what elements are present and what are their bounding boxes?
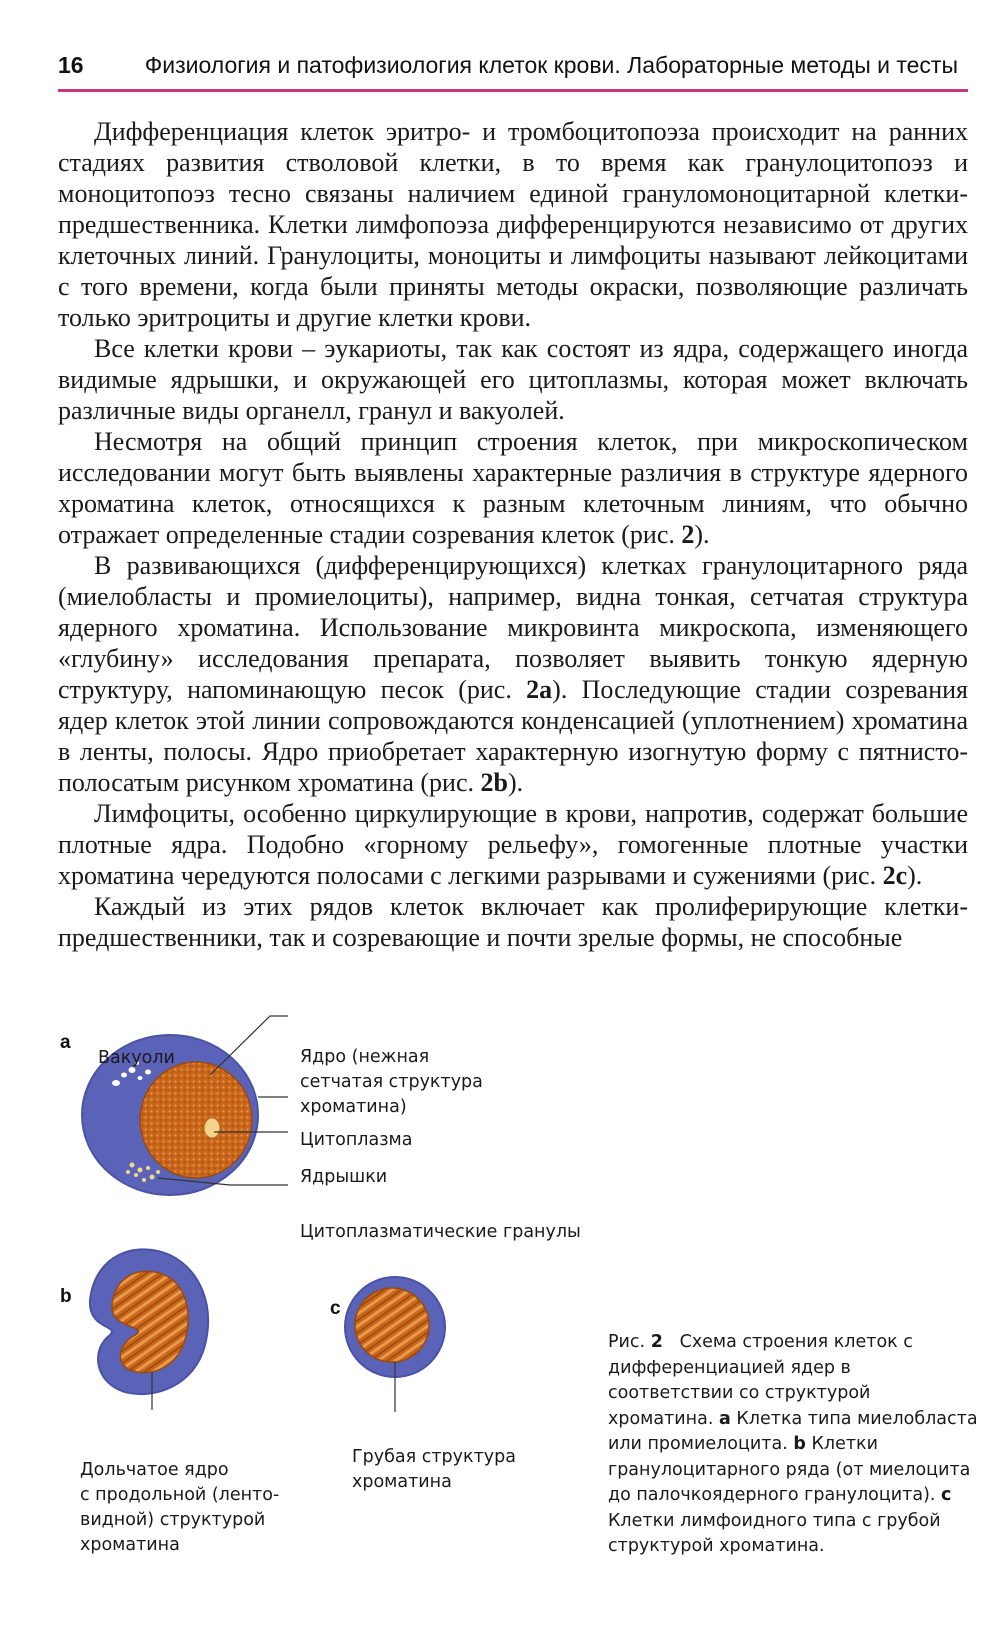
caption-text: Клетки гранулоцитарного ряда (от миелоцита до палочкоядерного гранулоцита). xyxy=(608,1434,971,1505)
caption-panel-mark: c xyxy=(941,1485,952,1505)
paragraph-text: В развивающихся (дифференцирующихся) клетках гранулоцитарного ряда (миелобласты и промиелоциты), например, видна тонкая, сетчатая структура ядерного хроматина. Использование микровинта микроскопа, изменяющего «глубину» исследования препарата, позволяет выявить тонкую ядерную структуру, напоминающую песок (рис. xyxy=(58,551,968,704)
caption-text: Клетка типа миелобласта или промиелоцита. xyxy=(608,1408,978,1454)
label-vacuoles: Вакуоли xyxy=(98,1048,175,1068)
label-line: Дольчатое ядро xyxy=(80,1460,229,1480)
label-panel-b xyxy=(80,1458,279,1558)
label-nucleus xyxy=(300,1045,483,1120)
paragraph-text: ). xyxy=(507,768,524,797)
paragraph-text: Несмотря на общий принцип строения клеток, при микроскопическом исследовании могут быть выявлены характерные различия в структуре ядерного хроматина клеток, относящихся к разным клеточным линиям, что обычно отражает определенные стадии созревания клеток (рис. xyxy=(58,427,968,549)
nucleus-shape xyxy=(140,1062,252,1178)
caption-text: Клетки лимфоидного типа с грубой структурой хроматина. xyxy=(608,1510,941,1556)
figure-caption xyxy=(608,1330,978,1560)
panel-letter-b: b xyxy=(60,1286,72,1307)
page-number: 16 xyxy=(58,52,84,78)
caption-panel-mark: a xyxy=(718,1408,731,1429)
label-line: Грубая структура xyxy=(352,1447,516,1467)
paragraph-text: Все клетки крови – эукариоты, так как состоят из ядра, содержащего иногда видимые ядрышки, и окружающей его цитоплазмы, которая может включать различные виды органелл, гранул и вакуолей. xyxy=(58,334,968,425)
paragraph-text: ). xyxy=(907,861,923,890)
caption-text: Схема строения клеток с дифференциацией ядер в соответствии со структурой хроматина. xyxy=(608,1332,913,1429)
nucleolus-shape xyxy=(204,1118,220,1138)
caption-panel-mark: b xyxy=(793,1434,806,1454)
caption-fig-label: Рис. xyxy=(608,1332,646,1352)
caption-fig-number: 2 xyxy=(650,1332,663,1352)
label-line: сетчатая структура xyxy=(300,1072,483,1092)
figure-reference: 2b xyxy=(480,768,508,797)
label-line: видной) структурой xyxy=(80,1510,266,1530)
figure-reference: 2 xyxy=(681,520,695,549)
label-panel-c xyxy=(352,1445,516,1495)
label-line: Ядро (нежная xyxy=(300,1047,430,1067)
paragraph-text: Каждый из этих рядов клеток включает как пролиферирующие клетки-предшественники, так и созревающие и почти зрелые формы, не способные xyxy=(58,892,968,952)
panel-letter-a: a xyxy=(60,1032,71,1053)
label-line: хроматина xyxy=(352,1472,452,1492)
paragraph-text: Дифференциация клеток эритро- и тромбоцитопоэза происходит на ранних стадиях развития стволовой клетки, в то время как гранулоцитопоэз и моноцитопоэз тесно связаны наличием единой грануломоноцитарной клетки-предшественника. Клетки лимфопоэза дифференцируются независимо от других клеточных линий. Гранулоциты, моноциты и лимфоциты называют лейкоцитами с того времени, когда были приняты методы окраски, позволяющие различать только эритроциты и другие клетки крови. xyxy=(58,117,968,332)
figure-reference: 2c xyxy=(882,861,908,890)
nucleus-shape xyxy=(355,1288,429,1362)
paragraph-text: ). Последующие стадии созревания ядер клеток этой линии сопровождаются конденсацией (уплотнением) хроматина в ленты, полосы. Ядро приобретает характерную изогнутую форму с пятнисто-полосатым рисунком хроматина (рис. xyxy=(58,675,968,797)
paragraph-text: Лимфоциты, особенно циркулирующие в крови, напротив, содержат большие плотные ядра. Подобно «горному рельефу», гомогенные плотные участки хроматина чередуются полосами с легкими разрывами и сужениями (рис. xyxy=(58,799,968,890)
paragraph-text: ). xyxy=(694,520,710,549)
figure-reference: 2a xyxy=(526,675,553,704)
label-granules: Цитоплазматические гранулы xyxy=(300,1222,581,1242)
nucleus-shape xyxy=(112,1271,188,1372)
label-line: с продольной (ленто- xyxy=(80,1485,280,1505)
label-nucleoli: Ядрышки xyxy=(300,1167,388,1187)
panel-letter-c: c xyxy=(330,1298,341,1319)
label-line: хроматина xyxy=(80,1535,180,1555)
running-title: Физиология и патофизиология клеток крови. Лабораторные методы и тесты xyxy=(144,52,958,78)
label-cytoplasm: Цитоплазма xyxy=(300,1130,413,1150)
label-line: хроматина) xyxy=(300,1097,407,1117)
